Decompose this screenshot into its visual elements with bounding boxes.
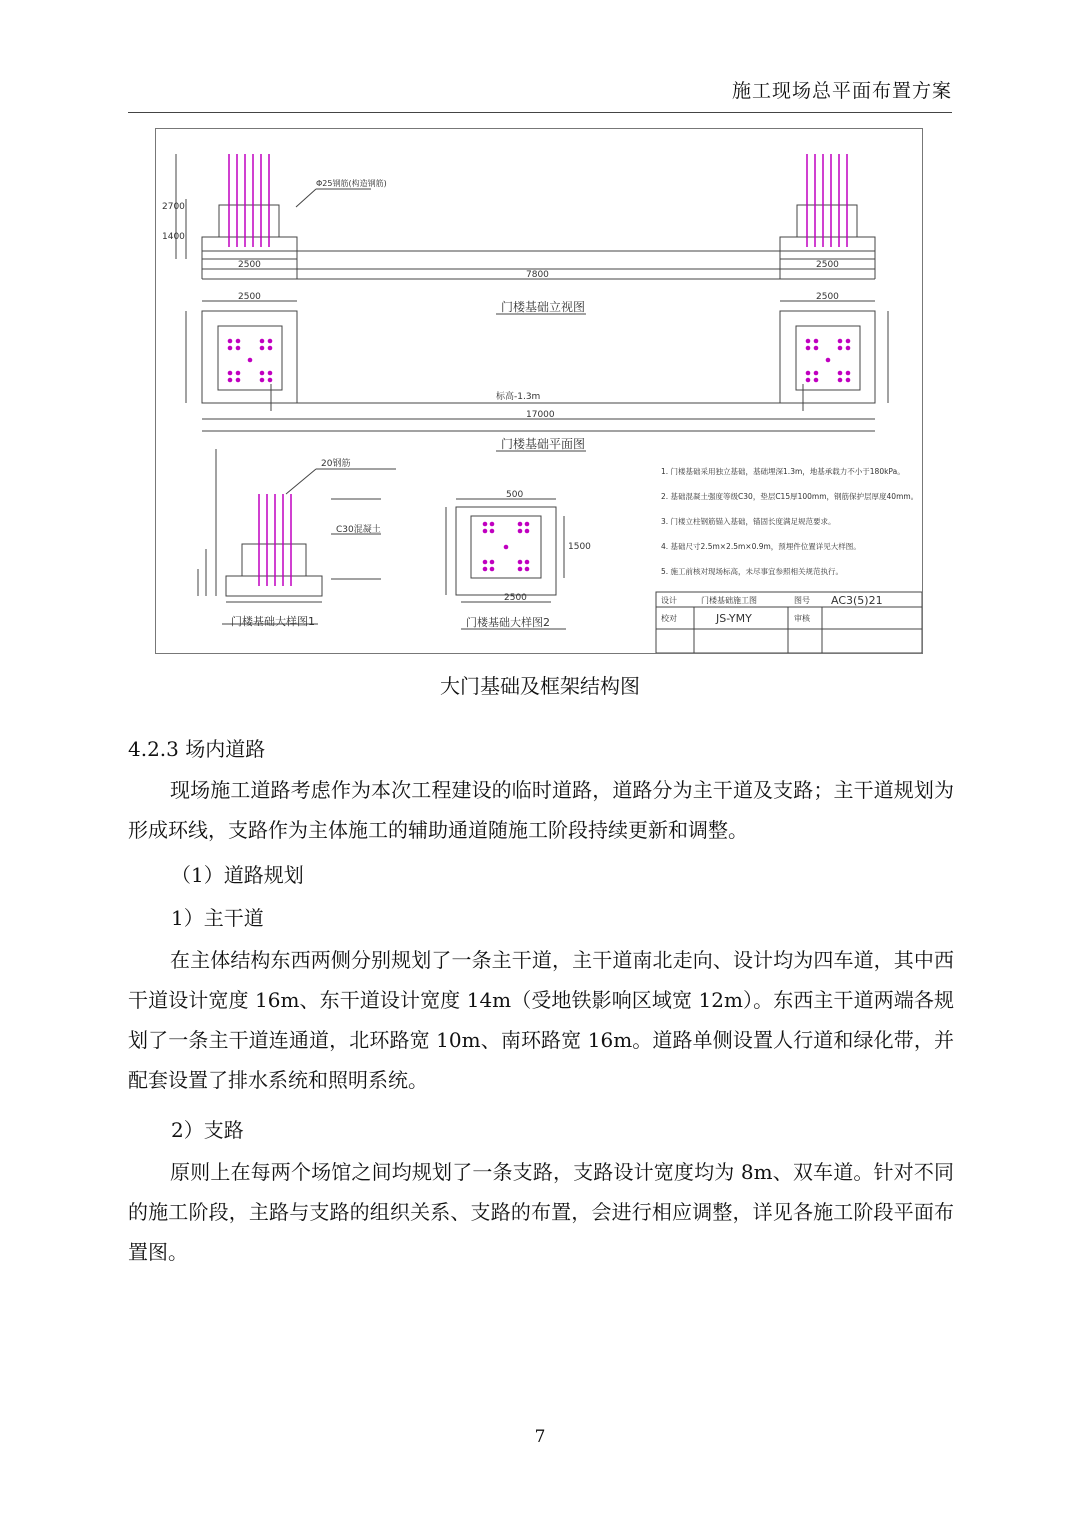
detail-footing-pedestal <box>242 544 306 576</box>
rebar-dots <box>228 339 851 572</box>
structural-drawing <box>155 128 923 654</box>
note-5: 5. 施工前核对现场标高，未尽事宜参照相关规范执行。 <box>661 567 844 576</box>
figure-caption: 大门基础及框架结构图 <box>440 674 640 698</box>
left-footing-pedestal <box>219 205 279 237</box>
elevation-title: 门楼基础立视图 <box>501 300 586 314</box>
page-number: 7 <box>534 1427 546 1447</box>
rebar-note: Φ25钢筋(构造钢筋) <box>316 179 387 188</box>
drawing-canvas <box>156 129 922 653</box>
footing-width-left: 2500 <box>238 260 261 270</box>
note-3: 3. 门楼立柱钢筋锚入基础，锚固长度满足规范要求。 <box>661 517 836 526</box>
detail-note-b: C30混凝土 <box>336 525 381 535</box>
drawing-notes <box>661 466 918 577</box>
main-road-paragraph: 在主体结构东西两侧分别规划了一条主干道，主干道南北走向、设计均为四车道，其中西干道设计宽度 16m、东干道设计宽度 14m（受地铁影响区域宽 12m）。东西主干道两端各规划了一条主干道连通道，北环路宽 10m、南环路宽 16m。道路单侧设置人行道和绿化带，并配套设置了排水系统和照明系统。 <box>128 948 954 1092</box>
span-total: 7800 <box>526 270 549 280</box>
detail-note-a: 20钢筋 <box>321 459 351 469</box>
note-4: 4. 基础尺寸2.5m×2.5m×0.9m，预埋件位置详见大样图。 <box>661 542 861 551</box>
titleblock-code: AC3(5)21 <box>831 594 883 607</box>
left-plan-outline <box>202 311 297 403</box>
footing-width-right: 2500 <box>816 260 839 270</box>
titleblock-design: 设计 <box>661 596 677 605</box>
subheading-branch-road: 2）支路 <box>171 1118 244 1142</box>
right-footing-base <box>780 237 875 259</box>
branch-road-paragraph: 原则上在每两个场馆之间均规划了一条支路，支路设计宽度均为 8m、双车道。针对不同的施工阶段，主路与支路的组织关系、支路的布置，会进行相应调整，详见各施工阶段平面布置图。 <box>128 1160 954 1264</box>
footing-width-plan-right: 2500 <box>816 292 839 302</box>
plan-title: 门楼基础平面图 <box>501 437 586 451</box>
subheading-road-planning: （1）道路规划 <box>171 863 304 887</box>
header-title: 施工现场总平面布置方案 <box>731 80 952 102</box>
note-1: 1. 门楼基础采用独立基础，基础埋深1.3m，地基承载力不小于180kPa。 <box>661 467 905 476</box>
right-plan-outline <box>780 311 875 403</box>
section-heading: 4.2.3 场内道路 <box>128 737 266 761</box>
subheading-main-road: 1）主干道 <box>171 906 264 930</box>
elev-note: 标高-1.3m <box>496 392 541 402</box>
intro-paragraph: 现场施工道路考虑作为本次工程建设的临时道路，道路分为主干道及支路；主干道规划为形成环线，支路作为主体施工的辅助通道随施工阶段持续更新和调整。 <box>128 778 954 842</box>
titleblock-drawing: 图号 <box>794 596 810 605</box>
right-footing-pedestal <box>797 205 857 237</box>
note-2: 2. 基础混凝土强度等级C30，垫层C15厚100mm，钢筋保护层厚度40mm。 <box>661 492 919 501</box>
detail-dim-1: 500 <box>506 490 524 500</box>
left-footing-base <box>202 237 297 259</box>
titleblock-id: JS-YMY <box>716 612 752 625</box>
titleblock-approve: 审核 <box>794 614 810 623</box>
footing-width-plan-left: 2500 <box>238 292 261 302</box>
titleblock-name: 门楼基础施工图 <box>701 596 757 605</box>
detail-elevation-title: 门楼基础大样图1 <box>231 615 315 628</box>
span-plan-total: 17000 <box>526 410 555 420</box>
height-a: 2700 <box>162 202 185 212</box>
header-rule <box>128 112 952 113</box>
detail-plan-title: 门楼基础大样图2 <box>466 616 550 629</box>
height-b: 1400 <box>162 232 185 242</box>
detail-footing-base <box>226 576 322 596</box>
detail-dim-3: 1500 <box>568 542 591 552</box>
titleblock-check: 校对 <box>661 614 677 623</box>
detail-dim-2: 2500 <box>504 593 527 603</box>
